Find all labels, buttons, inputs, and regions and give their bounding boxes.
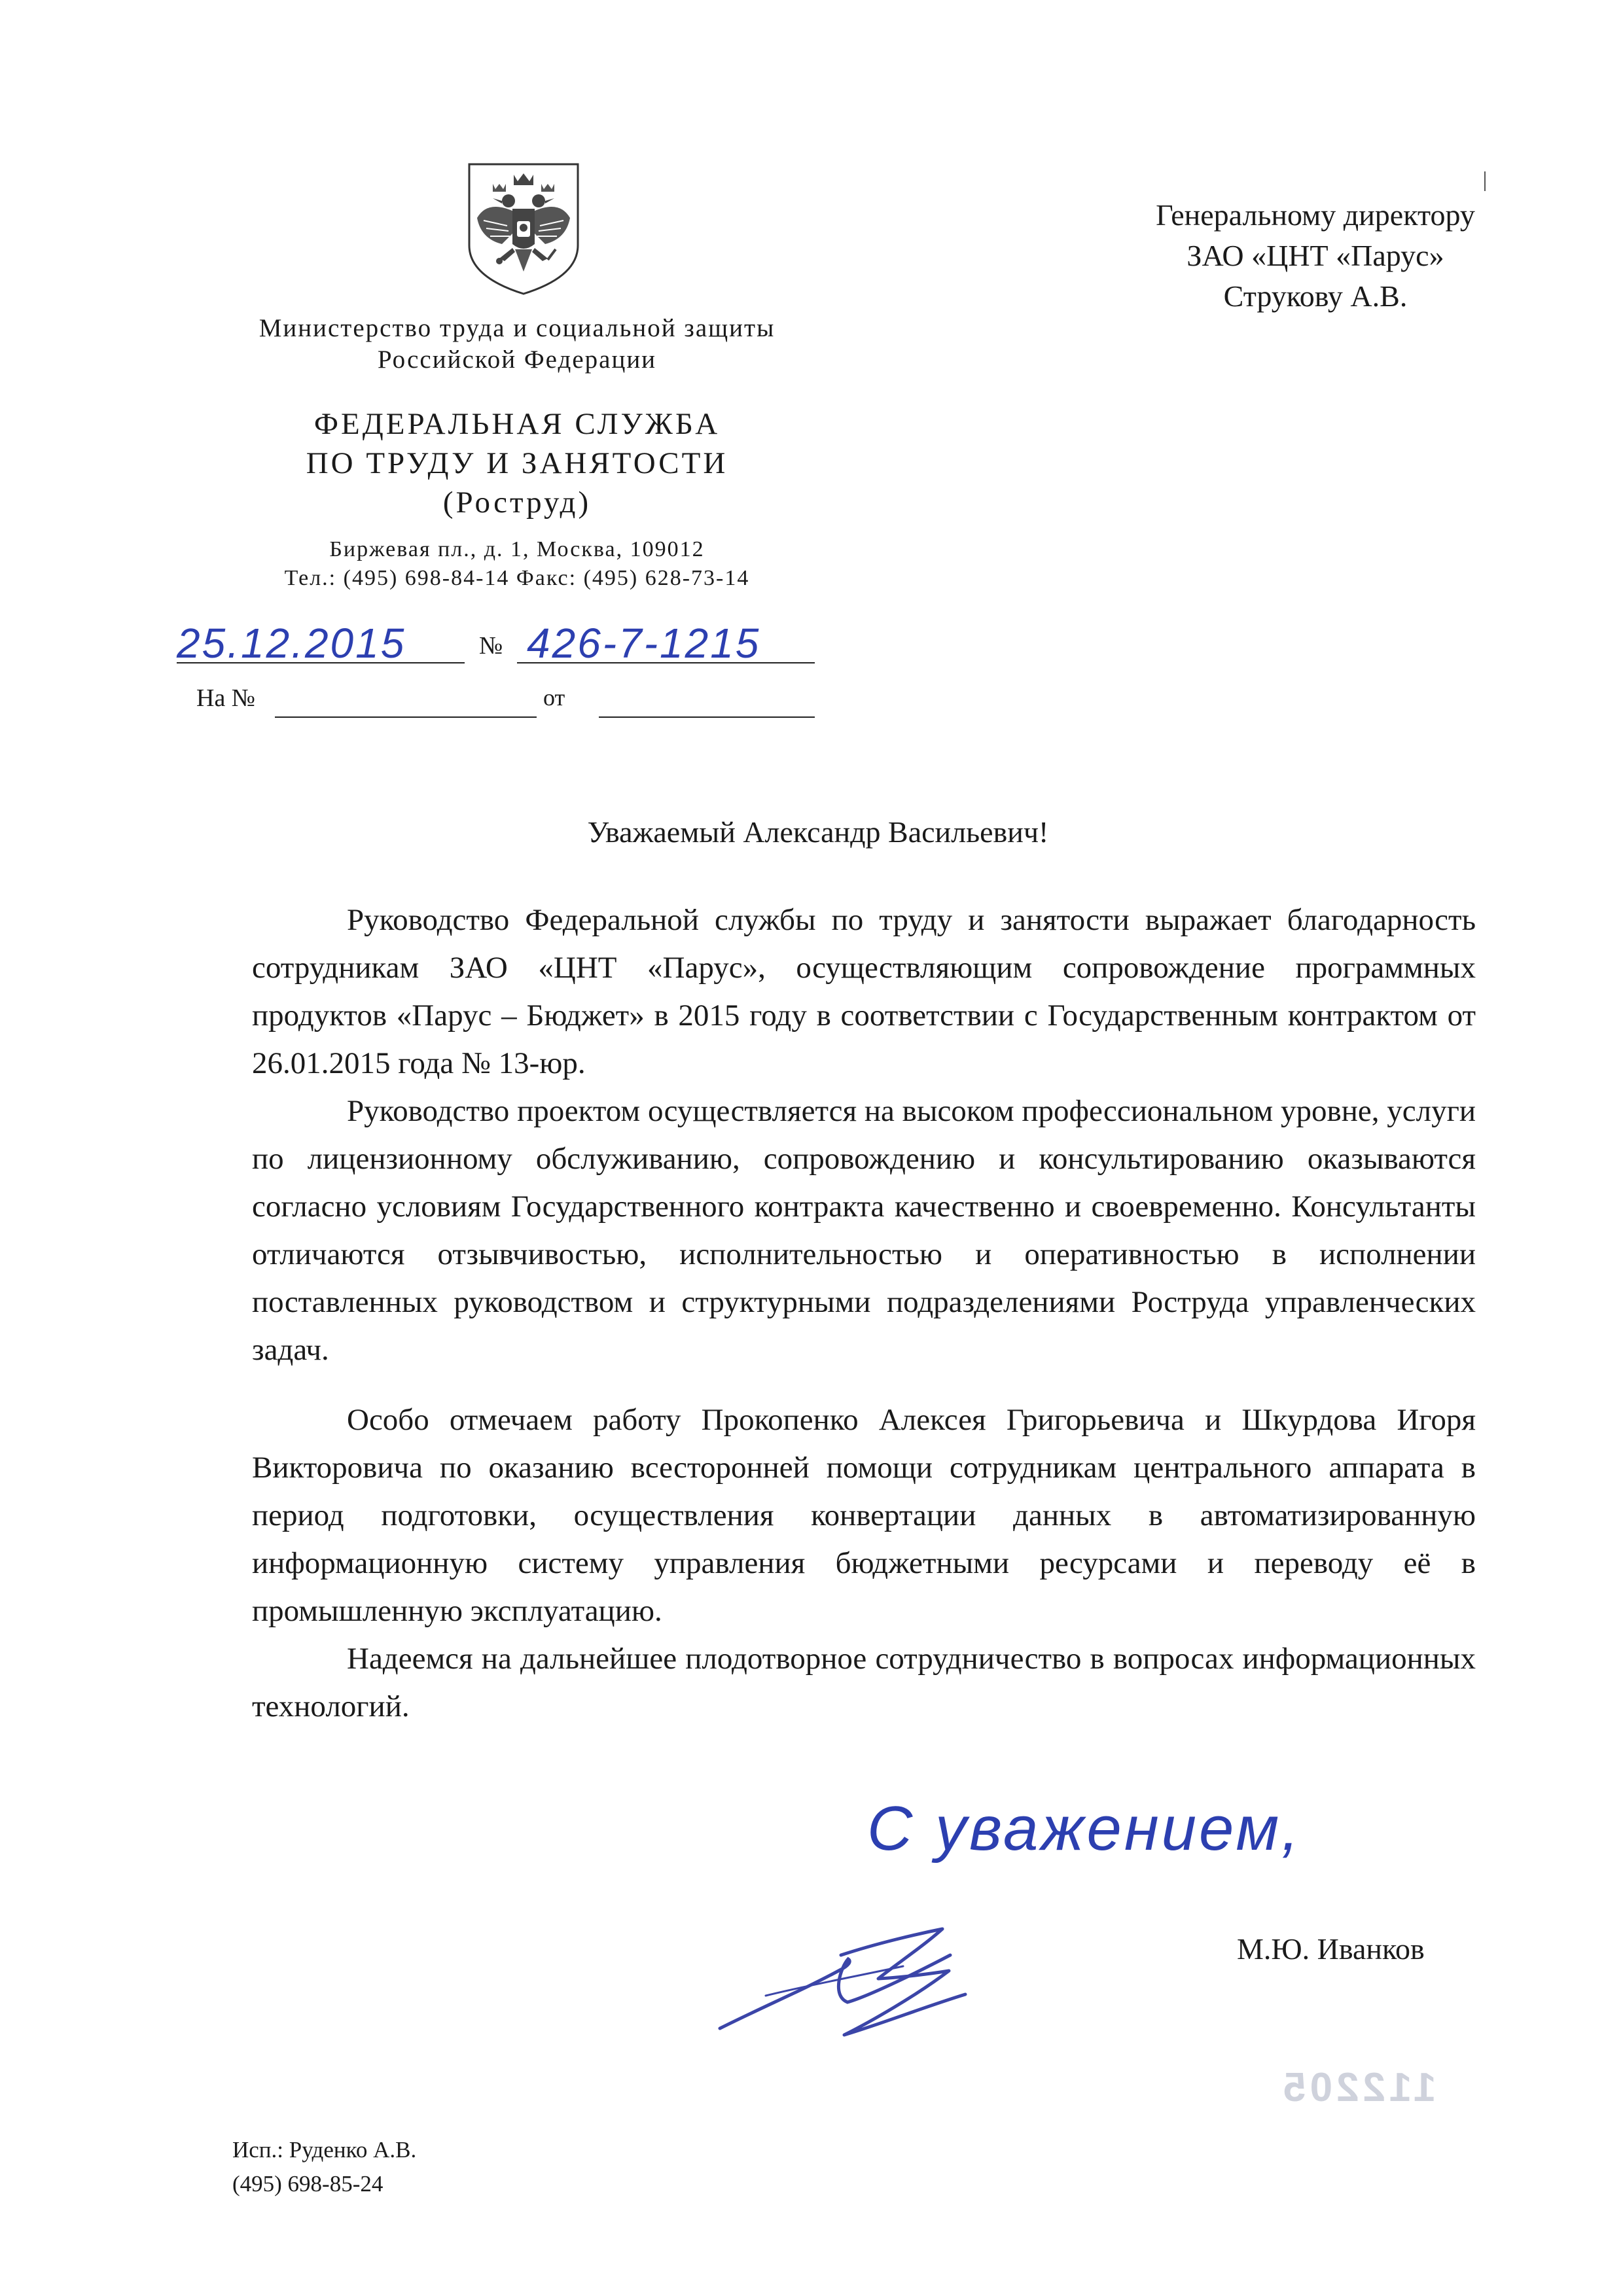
ministry-line-2: Российской Федерации: [377, 345, 657, 374]
registration-number-line: [517, 662, 815, 663]
reference-number-label: На №: [196, 684, 256, 712]
letterhead-phones: Тел.: (495) 698-84-14 Факс: (495) 628-73-14: [284, 566, 750, 590]
addressee: [1073, 195, 1558, 317]
service-line-1: ФЕДЕРАЛЬНАЯ СЛУЖБА: [313, 407, 721, 441]
corner-mark: [1484, 171, 1486, 191]
registration-date-line: [177, 662, 465, 663]
registration-stamp-number: 112205: [1279, 2065, 1436, 2110]
addressee-line-2: ЗАО «ЦНТ «Парус»: [1186, 239, 1444, 272]
body-paragraph-2: Руководство проектом осуществляется на высоком профессиональном уровне, услуги по лицензионному обслуживанию, сопровождению и консультированию оказываются согласно условиям Государственного контракта качественно и своевременно. Консультанты отличаются отзывчивостью, исполнительностью и оперативностью в исполнении поставленных руководством и структурными подразделениями Роструда управленческих задач.: [252, 1094, 1476, 1367]
handwritten-signature: [707, 1898, 1073, 2048]
service-line-3: (Роструд): [442, 486, 592, 520]
executor-phone: (495) 698-85-24: [232, 2171, 383, 2197]
body-paragraph-1: Руководство Федеральной службы по труду и занятости выражает благодарность сотрудникам ЗАО «ЦНТ «Парус», осуществляющим сопровождение программных продуктов «Парус – Бюджет» в 2015 году в соответствии с Государственным контрактом от 26.01.2015 года № 13-юр.: [252, 903, 1476, 1080]
signer-name: М.Ю. Иванков: [1237, 1932, 1425, 1966]
letter-body: [252, 896, 1476, 1731]
service-name: [151, 404, 883, 522]
body-paragraph-4: Надеемся на дальнейшее плодотворное сотрудничество в вопросах информационных технологий.: [252, 1642, 1476, 1723]
registration-number-label: №: [479, 632, 503, 660]
registration-date: 25.12.2015: [177, 620, 406, 667]
executor-name: Исп.: Руденко А.В.: [232, 2137, 417, 2163]
letterhead-contacts: [151, 535, 883, 593]
body-paragraph-3: Особо отмечаем работу Прокопенко Алексея Григорьевича и Шкурдова Игоря Викторовича по оказанию всесторонней помощи сотрудникам центрального аппарата в период подготовки, осуществления конвертации данных в автоматизированную информационную систему управления бюджетными ресурсами и переводу её в промышленную эксплуатацию.: [252, 1403, 1476, 1628]
addressee-line-3: Струкову А.В.: [1223, 279, 1408, 313]
executor-info: [232, 2133, 416, 2201]
addressee-line-1: Генеральному директору: [1156, 198, 1475, 232]
salutation: Уважаемый Александр Васильевич!: [587, 815, 1049, 849]
registration-number: 426-7-1215: [527, 620, 761, 667]
service-line-2: ПО ТРУДУ И ЗАНЯТОСТИ: [306, 446, 728, 480]
letterhead-address: Биржевая пл., д. 1, Москва, 109012: [329, 537, 705, 561]
reference-number-line: [275, 716, 537, 718]
closing-phrase: [867, 1793, 1325, 1871]
reference-date-line: [599, 716, 815, 718]
closing-text: С уважением,: [867, 1793, 1302, 1863]
ministry-line-1: Министерство труда и социальной защиты: [259, 314, 776, 342]
double-headed-eagle-icon: [461, 160, 586, 298]
ministry-name: [151, 313, 883, 376]
reference-date-label: от: [543, 684, 565, 711]
